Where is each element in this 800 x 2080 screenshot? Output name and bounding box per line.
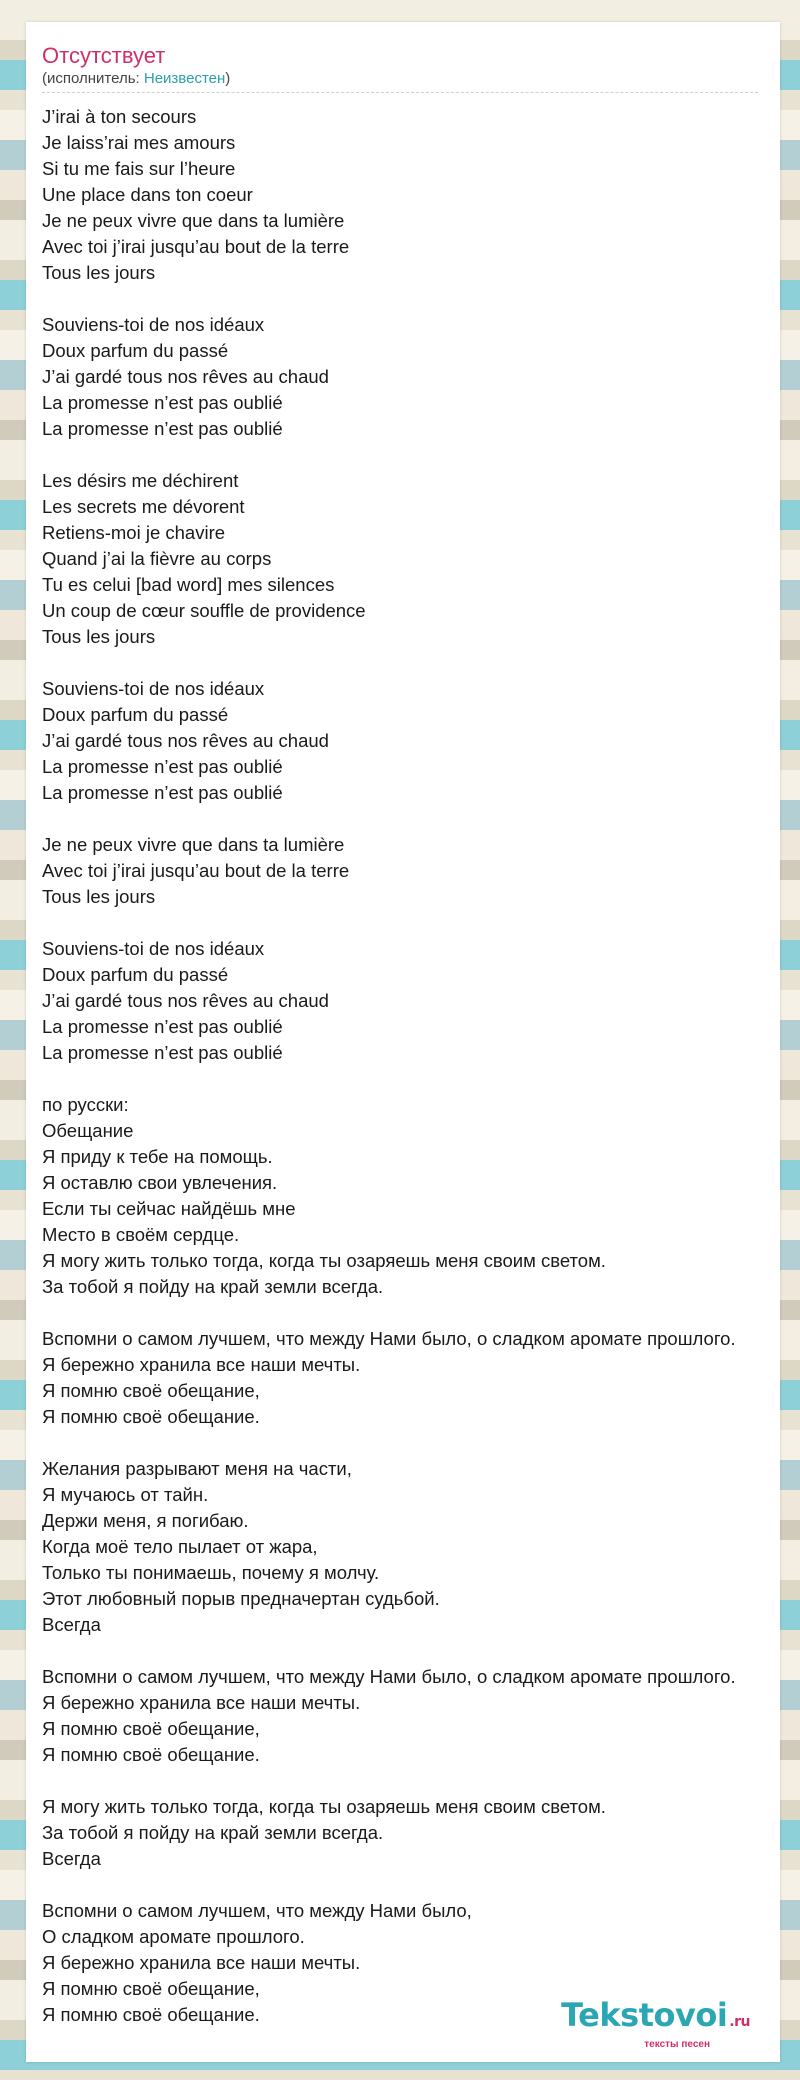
lyric-line: Si tu me fais sur l’heure — [42, 158, 236, 179]
lyric-line: Я оставлю свои увлечения. — [42, 1172, 278, 1193]
lyric-line: Я помню своё обещание, — [42, 1380, 260, 1401]
title-divider — [42, 92, 758, 93]
lyric-line: La promesse n’est pas oublié — [42, 392, 283, 413]
lyric-line: La promesse n’est pas oublié — [42, 756, 283, 777]
lyric-line: Желания разрывают меня на части, — [42, 1458, 352, 1479]
stanza-gap — [42, 1300, 782, 1326]
lyric-line: Doux parfum du passé — [42, 340, 229, 361]
song-title: Отсутствует — [42, 43, 166, 68]
lyric-line: За тобой я пойду на край земли всегда. — [42, 1822, 384, 1843]
lyric-line: Я могу жить только тогда, когда ты озаряешь меня своим светом. — [42, 1250, 606, 1271]
logo-tld: .ru — [729, 2014, 750, 2030]
stanza-gap — [42, 650, 782, 676]
lyric-line: La promesse n’est pas oublié — [42, 1016, 283, 1037]
lyric-line: Avec toi j’irai jusqu’au bout de la terre — [42, 236, 350, 257]
lyric-line: Я помню своё обещание, — [42, 1718, 260, 1739]
lyric-line: Un coup de cœur souffle de providence — [42, 600, 366, 621]
site-logo[interactable] — [561, 1998, 750, 2050]
lyric-line: Je ne peux vivre que dans ta lumière — [42, 210, 345, 231]
artist-suffix: ) — [225, 70, 231, 87]
stanza-gap — [42, 1872, 782, 1898]
lyric-line: Souviens-toi de nos idéaux — [42, 314, 265, 335]
lyric-line: Я приду к тебе на помощь. — [42, 1146, 273, 1167]
stanza-gap — [42, 1066, 782, 1092]
lyric-line: Обещание — [42, 1120, 134, 1141]
lyric-line: Всегда — [42, 1614, 101, 1635]
lyrics-text — [42, 104, 782, 2028]
lyric-line: La promesse n’est pas oublié — [42, 782, 283, 803]
stanza-gap — [42, 1638, 782, 1664]
logo-main-text: Tekstovoi — [561, 1996, 728, 2034]
lyric-line: Вспомни о самом лучшем, что между Нами было, о сладком аромате прошлого. — [42, 1666, 736, 1687]
lyric-line: Doux parfum du passé — [42, 964, 229, 985]
lyric-line: Только ты понимаешь, почему я молчу. — [42, 1562, 380, 1583]
lyric-line: Я бережно хранила все наши мечты. — [42, 1692, 361, 1713]
stanza-gap — [42, 910, 782, 936]
logo-tagline: тексты песен — [644, 2039, 710, 2050]
lyric-line: Я помню своё обещание. — [42, 2004, 260, 2025]
lyric-line: Я мучаюсь от тайн. — [42, 1484, 209, 1505]
lyric-line: Я помню своё обещание. — [42, 1406, 260, 1427]
stanza-gap — [42, 1430, 782, 1456]
lyric-line: Я помню своё обещание, — [42, 1978, 260, 1999]
lyric-line: J’ai gardé tous nos rêves au chaud — [42, 730, 329, 751]
lyric-line: О сладком аромате прошлого. — [42, 1926, 305, 1947]
lyric-line: Tous les jours — [42, 626, 156, 647]
lyric-line: Tous les jours — [42, 886, 156, 907]
lyric-line: Doux parfum du passé — [42, 704, 229, 725]
lyric-line: Avec toi j’irai jusqu’au bout de la terre — [42, 860, 350, 881]
lyric-line: по русски: — [42, 1094, 129, 1115]
lyric-line: Если ты сейчас найдёшь мне — [42, 1198, 296, 1219]
lyrics-card — [26, 22, 780, 2062]
lyric-line: Место в своём сердце. — [42, 1224, 240, 1245]
lyric-line: Je laiss’rai mes amours — [42, 132, 236, 153]
lyric-line: Une place dans ton coeur — [42, 184, 253, 205]
logo-wordmark — [561, 1998, 750, 2039]
artist-line — [42, 70, 230, 88]
lyric-line: Je ne peux vivre que dans ta lumière — [42, 834, 345, 855]
stanza-gap — [42, 442, 782, 468]
lyric-line: За тобой я пойду на край земли всегда. — [42, 1276, 384, 1297]
lyric-line: Всегда — [42, 1848, 101, 1869]
lyric-line: Я могу жить только тогда, когда ты озаряешь меня своим светом. — [42, 1796, 606, 1817]
lyric-line: Retiens-moi je chavire — [42, 522, 226, 543]
artist-prefix: (исполнитель: — [42, 70, 144, 87]
lyric-line: Les désirs me déchirent — [42, 470, 239, 491]
lyric-line: La promesse n’est pas oublié — [42, 1042, 283, 1063]
stanza-gap — [42, 806, 782, 832]
lyric-line: J’irai à ton secours — [42, 106, 197, 127]
lyric-line: J’ai gardé tous nos rêves au chaud — [42, 366, 329, 387]
lyric-line: Tous les jours — [42, 262, 156, 283]
lyric-line: Souviens-toi de nos idéaux — [42, 678, 265, 699]
stanza-gap — [42, 1768, 782, 1794]
lyric-line: Вспомни о самом лучшем, что между Нами было, — [42, 1900, 472, 1921]
lyric-line: Когда моё тело пылает от жара, — [42, 1536, 318, 1557]
lyric-line: J’ai gardé tous nos rêves au chaud — [42, 990, 329, 1011]
lyric-line: Souviens-toi de nos idéaux — [42, 938, 265, 959]
lyric-line: Я бережно хранила все наши мечты. — [42, 1354, 361, 1375]
lyric-line: Вспомни о самом лучшем, что между Нами было, о сладком аромате прошлого. — [42, 1328, 736, 1349]
lyric-line: Я бережно хранила все наши мечты. — [42, 1952, 361, 1973]
lyric-line: Les secrets me dévorent — [42, 496, 245, 517]
lyric-line: Quand j’ai la fièvre au corps — [42, 548, 272, 569]
lyric-line: Этот любовный порыв предначертан судьбой. — [42, 1588, 440, 1609]
lyric-line: Tu es celui [bad word] mes silences — [42, 574, 335, 595]
lyric-line: La promesse n’est pas oublié — [42, 418, 283, 439]
artist-link[interactable]: Неизвестен — [143, 70, 226, 87]
stanza-gap — [42, 286, 782, 312]
lyric-line: Я помню своё обещание. — [42, 1744, 260, 1765]
lyric-line: Держи меня, я погибаю. — [42, 1510, 249, 1531]
